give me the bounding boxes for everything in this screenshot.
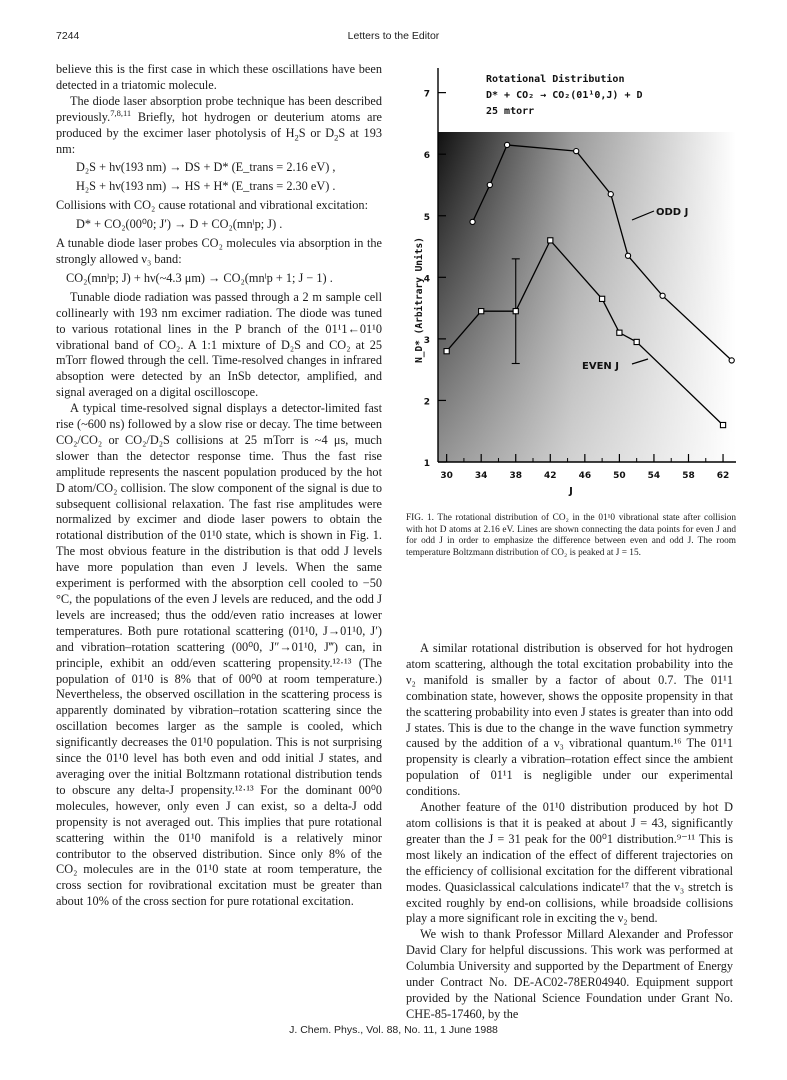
- inset-pressure: 25 mtorr: [486, 106, 535, 117]
- data-point-even-j: [720, 422, 725, 427]
- equation-1: D₂S + hν(193 nm) → DS + D* (E_trans = 2.16 eV) ,: [76, 160, 336, 175]
- data-point-odd-j: [729, 358, 734, 363]
- x-tick-label: 50: [613, 471, 626, 481]
- data-point-odd-j: [470, 219, 475, 224]
- x-tick-label: 30: [440, 471, 453, 481]
- svg-text:EVEN J: EVEN J: [582, 361, 619, 372]
- inset-reaction: D* + CO₂ → CO₂(01¹0,J) + D: [486, 90, 643, 101]
- x-tick-label: 38: [509, 471, 523, 481]
- data-point-odd-j: [505, 142, 510, 147]
- y-tick-label: 1: [423, 459, 430, 469]
- y-tick-label: 4: [423, 274, 430, 285]
- figure-caption: FIG. 1. The rotational distribution of CO₂ in the 01¹0 vibrational state after collision with hot D atoms at 2.16 eV. Lines are shown connecting the data points for even J and for odd J in order to emphasize the difference between even and odd J. The room temperature Boltzmann distribution of CO₂ is peaked at J = 15.: [406, 513, 736, 558]
- left-column: [56, 62, 382, 910]
- data-point-odd-j: [487, 182, 492, 187]
- x-tick-label: 58: [682, 471, 695, 481]
- paragraph-5: Tunable diode radiation was passed through a 2 m sample cell collinearly with 193 nm excimer radiation. The diode was tuned to various rotational lines in the P branch of the 01¹1←01¹0 vibrational band of CO₂. A 1:1 mixture of D₂S and CO₂ at 25 mTorr flowed through the cell. Time-resolved changes in infrared absoption were detected by an InSb detector, amplified, and signal averaged on a digital oscilloscope.: [56, 289, 382, 400]
- page-number: 7244: [56, 30, 80, 42]
- inset-title: Rotational Distribution: [486, 74, 625, 85]
- data-point-odd-j: [625, 253, 630, 258]
- figure-1: [406, 60, 736, 510]
- data-point-even-j: [617, 330, 622, 335]
- x-tick-label: 34: [474, 471, 488, 481]
- data-point-even-j: [479, 309, 484, 314]
- running-title: Letters to the Editor: [347, 30, 440, 42]
- y-tick-label: 7: [423, 89, 430, 100]
- paragraph-6: A typical time-resolved signal displays a detector-limited fast rise (~600 ns) followed by a slow rise or decay. The time between CO₂/CO₂ or CO₂/D₂S collisions at 25 mTorr is ~4 μs, much slower than the detector response time. Thus the fast rise amplitude represents the nascent population produced by the hot D atom/CO₂ collision. The slow component of the signal is due to subsequent collisional relaxation. The fast rise amplitudes were normalized by excimer and diode laser powers to obtain the rotational distribution of the 01¹0 state, which is shown in Fig. 1. The most obvious feature in the distribution is that odd J levels have more population than even J levels. When the same experiment is performed with the absorption cell cooled to −50 °C, the populations of the even J levels are reduced, and the odd J levels are increased; thus the odd/even ratio increases at lower temperatures. Both pure rotational scattering (01¹0, J→01¹0, J′) and vibration–rotation scattering (00⁰0, J″→01¹0, J‴) can, in principle, exhibit an odd/even scattering propensity.¹²·¹³ (The population of 01¹0 is 8% that of 00⁰0 at room temperature.) Nevertheless, the observed oscillation in the scattering process is apparently dominated by vibration–rotation scattering since the oscillation becomes larger as the sample is cooled, which significantly decreases the 01¹0 population. This is not surprising since the 01¹0 level has both even and odd initial J states, and averaging over the initial Boltzmann rotational distribution tends to obscure any delta-J propensity.¹²·¹³ For the dominant 00⁰0 molecules, however, only even J can exist, so a delta-J odd propensity is not averaged out. This implies that pure rotational scattering within the 01¹0 manifold is a relatively minor contributor to the observed distribution. Since only 8% of the CO₂ molecules are in the 01¹0 state at room temperature, the cross section for rovibrational excitation must be greater than about 10% of the cross section for pure rotational excitation.: [56, 401, 382, 909]
- paragraph-2: The diode laser absorption probe technique has been described previously.$^{7,8,11}$ Briefly, hot hydrogen or deuterium atoms are produced by the excimer laser photolysis of $H_2S$ or $D_2S$ at 193 nm:: [56, 93, 382, 156]
- paragraph-r1: A similar rotational distribution is observed for hot hydrogen atom scattering, although the total excitation probability into the ν₂ manifold is smaller by a factor of about 0.7. The 01¹1 combination state, however, shows the opposite propensity in that the scattering probability into even J states is greater than into odd J states. This is due to the change in the wave function symmetry caused by the addition of a ν₃ vibrational quantum.¹⁶ The 01¹1 propensity is clearly a vibration–rotation effect since the ambient population of 01¹1 is negligible under our experimental conditions.: [406, 641, 733, 799]
- x-tick-label: 46: [578, 471, 592, 481]
- y-axis-label: N_D* (Arbitrary Units): [414, 237, 425, 363]
- paragraph-r3: We wish to thank Professor Millard Alexander and Professor David Clary for helpful discussions. This work was performed at Columbia University and supported by the Department of Energy under Contract No. DE-AC02-78ER04940. Equipment support provided by the National Science Foundation under Grant No. CHE-85-17460, by the: [406, 927, 733, 1021]
- y-tick-label: 6: [423, 151, 430, 162]
- x-tick-label: 62: [716, 471, 730, 481]
- paragraph-r2: Another feature of the 01¹0 distribution produced by hot D atom collisions is that it is peaked at about J = 43, significantly greater than the J = 31 peak for the 00⁰1 distribution.⁹⁻¹¹ This is most likely an indication of the effect of different trajectories on the efficiency of collisional excitation for the different vibrational modes. Quasiclassical calculations indicate¹⁷ that the ν₃ stretch is excited roughly by end-on collisions, while broadside collisions play a more significant role in exciting the ν₂ bend.: [406, 800, 733, 926]
- paragraph-1: believe this is the first case in which these oscillations have been detected in a triatomic molecule.: [56, 62, 382, 92]
- y-tick-label: 3: [423, 335, 430, 346]
- data-point-even-j: [600, 296, 605, 301]
- data-point-even-j: [444, 349, 449, 354]
- journal-citation: J. Chem. Phys., Vol. 88, No. 11, 1 June 1988: [289, 1024, 498, 1036]
- data-point-odd-j: [660, 293, 665, 298]
- data-point-even-j: [634, 339, 639, 344]
- y-tick-label: 2: [423, 397, 430, 408]
- y-tick-label: 5: [423, 212, 430, 223]
- paragraph-4: A tunable diode laser probes CO₂ molecules via absorption in the strongly allowed ν₃ band:: [56, 236, 382, 266]
- right-column: [406, 641, 733, 1023]
- data-point-odd-j: [574, 149, 579, 154]
- paragraph-3: Collisions with CO₂ cause rotational and vibrational excitation:: [56, 198, 368, 213]
- x-axis-label: J: [569, 486, 573, 497]
- x-tick-label: 54: [647, 471, 661, 481]
- data-point-even-j: [548, 238, 553, 243]
- x-tick-label: 42: [544, 471, 557, 481]
- equation-2: H₂S + hν(193 nm) → HS + H* (E_trans = 2.30 eV) .: [76, 179, 336, 194]
- svg-text:ODD J: ODD J: [656, 207, 689, 218]
- equation-3: D* + CO₂(00⁰0; J′) → D + CO₂(mnˡp; J) .: [76, 217, 283, 232]
- equation-4: CO₂(mnˡp; J) + hν(~4.3 μm) → CO₂(mnˡp + 1; J − 1) .: [66, 270, 333, 285]
- data-point-even-j: [513, 309, 518, 314]
- data-point-odd-j: [608, 192, 613, 197]
